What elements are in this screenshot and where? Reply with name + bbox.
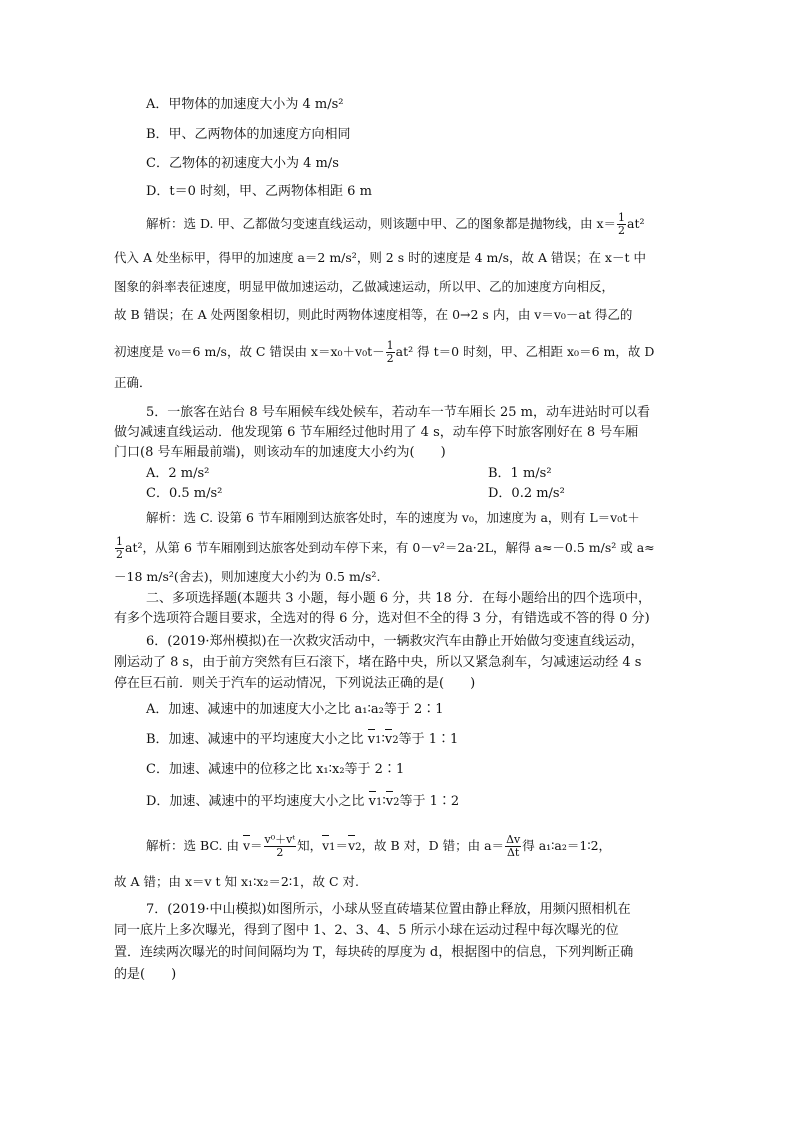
q4-solution-line-4: 故 B 错误；在 A 处两图象相切，则此时两物体速度相等，在 0→2 s 内，由 v＝v₀－at 得乙的 xyxy=(114,307,633,322)
fraction: $\frac{1}{2}$ xyxy=(116,535,123,561)
q5-stem-line-3: 门口(8 号车厢最前端)，则该动车的加速度大小约为( ) xyxy=(114,445,446,460)
q5-solution-line-3: －18 m/s²(舍去)，则加速度大小约为 0.5 m/s². xyxy=(114,569,381,584)
q6-solution-line-1: 解析：选 BC. 由 v＝ $\frac{\text{v⁰＋vᵗ}}{2}$ 知，v1＝v2，故 B 对，D 错；由 a＝ $\frac{\Delta v}{\Delta t}$ 得 a₁∶a₂＝1∶2， xyxy=(146,833,612,859)
q5-stem-line-1: 5．一旅客在站台 8 号车厢候车线处候车，若动车一节车厢长 25 m，动车进站时可以看 xyxy=(146,405,650,420)
q7-stem-line-3: 置．连续两次曝光的时间间隔均为 T，每块砖的厚度为 d，根据图中的信息，下列判断正确 xyxy=(114,945,634,960)
q7-stem-line-1: 7．(2019·中山模拟)如图所示，小球从竖直砖墙某位置由静止释放，用频闪照相机在 xyxy=(146,902,631,917)
q7-stem-line-4: 的是( ) xyxy=(114,967,177,982)
q4-solution-line-1: 解析：选 D. 甲、乙都做匀变速直线运动，则该题中甲、乙的图象都是抛物线，由 x＝ $\frac{1}{2}$ at² xyxy=(146,211,645,237)
q4-option-a: A．甲物体的加速度大小为 4 m/s² xyxy=(146,97,344,112)
q5-options-row-1 xyxy=(146,466,680,482)
section-2-line-2: 有多个选项符合题目要求，全选对的得 6 分，选对但不全的得 3 分，有错选或不答的得 0 分) xyxy=(114,611,650,626)
q6-solution-line-2: 故 A 错；由 x＝v t 知 x₁∶x₂＝2∶1，故 C 对. xyxy=(114,874,360,889)
q5-option-d: D．0.2 m/s² xyxy=(488,486,565,501)
q5-option-c: C．0.5 m/s² xyxy=(146,486,223,501)
fraction: $\frac{\text{v⁰＋vᵗ}}{2}$ xyxy=(264,833,296,859)
q6-option-a: A．加速、减速中的加速度大小之比 a₁∶a₂等于 2∶1 xyxy=(146,702,444,717)
q6-stem-line-1: 6．(2019·郑州模拟)在一次救灾活动中，一辆救灾汽车由静止开始做匀变速直线运动， xyxy=(146,634,644,649)
q5-options-row-2 xyxy=(146,486,680,502)
q5-stem-line-2: 做匀减速直线运动．他发现第 6 节车厢经过他时用了 4 s，动车停下时旅客刚好在 8 号车厢 xyxy=(114,425,639,440)
q5-solution-line-1: 解析：选 C. 设第 6 节车厢刚到达旅客处时，车的速度为 v₀，加速度为 a，则有 L＝v₀t＋ xyxy=(146,510,640,525)
q4-solution-line-3: 图象的斜率表征速度，明显甲做加速运动，乙做减速运动，所以甲、乙的加速度方向相反， xyxy=(114,279,615,294)
q5-solution-line-2: $\frac{1}{2}$ at²，从第 6 节车厢刚到达旅客处到动车停下来，有 0－v²＝2a·2L，解得 a≈－0.5 m/s² 或 a≈ xyxy=(116,535,655,561)
q6-option-d: D．加速、减速中的平均速度大小之比 v1∶v2等于 1∶2 xyxy=(146,794,460,809)
q4-option-d: D．t＝0 时刻，甲、乙两物体相距 6 m xyxy=(146,184,372,199)
q4-solution-line-2: 代入 A 处坐标甲，得甲的加速度 a＝2 m/s²，则 2 s 时的速度是 4 m/s，故 A 错误；在 x－t 中 xyxy=(114,250,646,265)
q4-option-c: C．乙物体的初速度大小为 4 m/s xyxy=(146,156,339,171)
section-2-line-1: 二、多项选择题(本题共 3 小题，每小题 6 分，共 18 分．在每小题给出的四个选项中， xyxy=(146,591,651,606)
q6-stem-line-3: 停在巨石前．则关于汽车的运动情况，下列说法正确的是( ) xyxy=(114,676,476,691)
q4-solution-text: 解析：选 D. 甲、乙都做匀变速直线运动，则该题中甲、乙的图象都是抛物线，由 x＝ xyxy=(146,216,617,231)
q4-option-b: B．甲、乙两物体的加速度方向相同 xyxy=(146,127,351,142)
fraction: $\frac{\Delta v}{\Delta t}$ xyxy=(506,833,521,859)
q4-solution-line-6: 正确． xyxy=(114,375,152,390)
q6-stem-line-2: 刚运动了 8 s，由于前方突然有巨石滚下，堵在路中央，所以又紧急刹车，匀减速运动经 4 s xyxy=(114,655,642,670)
fraction: $\frac{1}{2}$ xyxy=(618,211,626,237)
q6-option-b: B．加速、减速中的平均速度大小之比 v1∶v2等于 1∶1 xyxy=(146,732,459,747)
fraction: $\frac{1}{2}$ xyxy=(386,339,394,365)
q4-solution-line-5: 初速度是 v₀＝6 m/s，故 C 错误由 x＝x₀＋v₀t－ $\frac{1}{2}$ at² 得 t＝0 时刻，甲、乙相距 x₀＝6 m，故 D xyxy=(114,339,655,365)
q7-stem-line-2: 同一底片上多次曝光，得到了图中 1、2、3、4、5 所示小球在运动过程中每次曝光的位 xyxy=(114,923,619,938)
q5-option-b: B．1 m/s² xyxy=(488,466,552,481)
q5-option-a: A．2 m/s² xyxy=(146,466,210,481)
q6-option-c: C．加速、减速中的位移之比 x₁∶x₂等于 2∶1 xyxy=(146,762,405,777)
